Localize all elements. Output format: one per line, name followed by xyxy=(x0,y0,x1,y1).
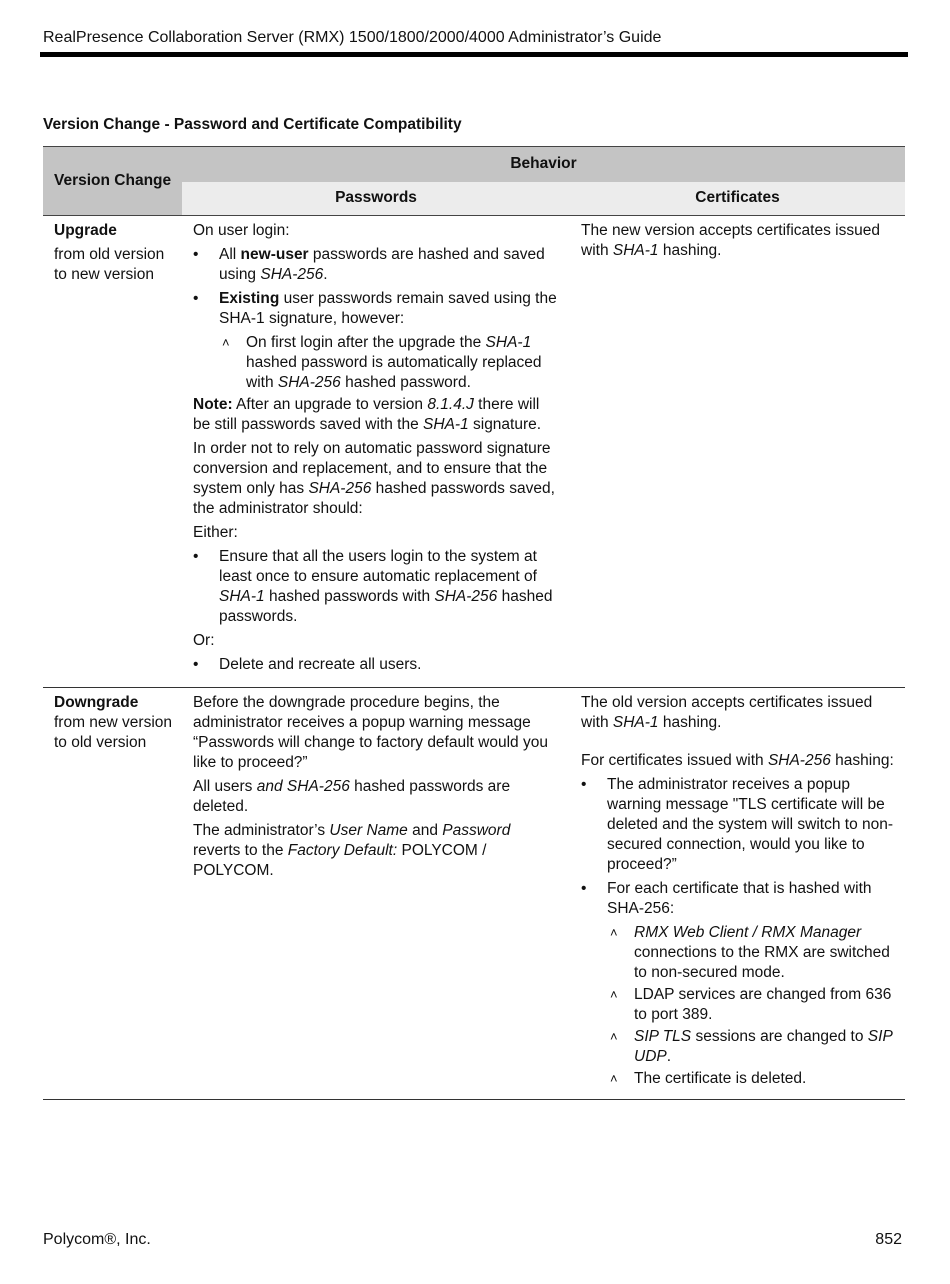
text-run: SHA-256 xyxy=(434,588,498,605)
header-certificates: Certificates xyxy=(695,189,780,207)
paragraph xyxy=(193,523,560,543)
text-run: hashed passwords are deleted. xyxy=(193,778,511,815)
text-run: hashing. xyxy=(658,242,722,259)
text-run: Delete and recreate all users. xyxy=(219,656,422,673)
header-behavior: Behavior xyxy=(510,155,577,173)
sub-bullet-item xyxy=(246,333,560,393)
text-run: SHA-256 xyxy=(277,374,341,391)
text-run: connections to the RMX are switched to non-secured mode. xyxy=(634,944,890,981)
text-run: After an upgrade to version xyxy=(232,396,428,413)
text-run: POLYCOM / POLYCOM. xyxy=(193,842,487,879)
text-run: hashed password. xyxy=(340,374,471,391)
bullet-item xyxy=(219,289,560,329)
text-run: there will be still passwords saved with the xyxy=(193,396,540,433)
spacer xyxy=(581,737,895,751)
text-run: hashed password is automatically replaced with xyxy=(246,354,542,391)
passwords-cell xyxy=(182,216,570,688)
sub-bullet-item xyxy=(634,985,895,1025)
text-run: SHA-1 xyxy=(612,714,659,731)
text-run: 8.1.4.J xyxy=(427,396,474,413)
text-run: . xyxy=(666,1048,672,1065)
text-run: sessions are changed to xyxy=(691,1028,868,1045)
text-run: The administrator’s xyxy=(193,822,330,839)
paragraph xyxy=(193,221,560,241)
text-run: SHA-256 xyxy=(260,266,324,283)
text-run: SHA-256 xyxy=(308,480,372,497)
paragraph xyxy=(193,631,560,651)
text-run: . xyxy=(323,266,328,283)
header-passwords: Passwords xyxy=(335,189,417,207)
text-run: Either: xyxy=(193,524,238,541)
paragraph xyxy=(193,395,560,435)
text-run: hashed passwords with xyxy=(264,588,435,605)
text-run: On user login: xyxy=(193,222,290,239)
text-run: and xyxy=(407,822,443,839)
text-run: Or: xyxy=(193,632,215,649)
text-run: SIP TLS xyxy=(634,1028,692,1045)
text-run: Existing xyxy=(219,290,280,307)
compatibility-table xyxy=(43,146,905,1100)
text-run: user passwords remain saved using the SHA-1 signature, however: xyxy=(219,290,557,327)
version-description: from old version to new version xyxy=(54,246,165,283)
text-run: The administrator receives a popup warning message "TLS certificate will be deleted and the system will switch to non-secured connection, would you like to proceed?” xyxy=(607,776,894,873)
sub-bullet-item xyxy=(634,1069,895,1089)
text-run: SIP UDP xyxy=(634,1028,893,1065)
paragraph xyxy=(193,821,560,881)
table-title: Version Change - Password and Certificate Compatibility xyxy=(43,116,462,133)
text-run: hashing. xyxy=(658,714,722,731)
header-rule xyxy=(40,52,908,57)
bullet-item xyxy=(219,655,560,675)
text-run: The new version accepts certificates issued with xyxy=(581,222,880,259)
sub-bullet-item xyxy=(634,1027,895,1067)
text-run: reverts to the xyxy=(193,842,288,859)
header-version-change: Version Change xyxy=(43,147,182,216)
paragraph xyxy=(581,693,895,733)
text-run: hashed passwords. xyxy=(219,588,553,625)
text-run: All users xyxy=(193,778,257,795)
certificates-cell xyxy=(570,688,905,1100)
text-run: SHA-1 xyxy=(219,588,265,605)
text-run: Ensure that all the users login to the system at least once to ensure automatic replacement of xyxy=(219,548,537,585)
text-run: passwords are hashed and saved using xyxy=(219,246,545,283)
text-run: new-user xyxy=(240,246,309,263)
text-run: signature. xyxy=(468,416,542,433)
text-run: SHA-1 xyxy=(485,334,532,351)
page-number: 852 xyxy=(875,1231,902,1248)
text-run: For certificates issued with xyxy=(581,752,768,769)
text-run: The certificate is deleted. xyxy=(634,1070,807,1087)
version-description: from new version to old version xyxy=(54,714,173,751)
text-run: Password xyxy=(442,822,511,839)
table-row-downgrade xyxy=(43,688,905,1100)
table-row-upgrade xyxy=(43,216,905,688)
paragraph xyxy=(193,693,560,773)
text-run: Before the downgrade procedure begins, the administrator receives a popup warning message “Passwords will change to factory default would you like to proceed?” xyxy=(193,694,548,771)
text-run: For each certificate that is hashed with SHA-256: xyxy=(607,880,872,917)
paragraph xyxy=(193,439,560,519)
bullet-item xyxy=(219,245,560,285)
text-run: On first login after the upgrade the xyxy=(246,334,486,351)
footer-company: Polycom®, Inc. xyxy=(43,1231,151,1248)
text-run: The old version accepts certificates issued with xyxy=(581,694,873,731)
sub-bullet-item xyxy=(634,923,895,983)
text-run: SHA-1 xyxy=(423,416,469,433)
text-run: and SHA-256 xyxy=(256,778,350,795)
bullet-item xyxy=(219,547,560,627)
version-cell xyxy=(43,688,182,1100)
text-run: SHA-256 xyxy=(767,752,831,769)
running-header: RealPresence Collaboration Server (RMX) 1500/1800/2000/4000 Administrator’s Guide xyxy=(43,29,662,46)
text-run: hashing: xyxy=(830,752,894,769)
text-run: hashed passwords saved, the administrator should: xyxy=(193,480,555,517)
text-run: In order not to rely on automatic password signature conversion and replacement, and to ensure that the system only has xyxy=(193,440,551,497)
text-run: All xyxy=(219,246,241,263)
bullet-item xyxy=(607,775,895,875)
version-cell xyxy=(43,216,182,688)
text-run: SHA-1 xyxy=(612,242,659,259)
text-run: Note: xyxy=(193,396,233,413)
text-run: User Name xyxy=(329,822,408,839)
version-title: Upgrade xyxy=(54,222,117,239)
paragraph xyxy=(581,221,895,261)
version-title: Downgrade xyxy=(54,694,139,711)
paragraph xyxy=(193,777,560,817)
text-run: Factory Default: xyxy=(287,842,398,859)
bullet-item xyxy=(607,879,895,919)
text-run: RMX Web Client / RMX Manager xyxy=(634,924,862,941)
certificates-cell xyxy=(570,216,905,688)
text-run: LDAP services are changed from 636 to port 389. xyxy=(634,986,892,1023)
paragraph xyxy=(581,751,895,771)
passwords-cell xyxy=(182,688,570,1100)
